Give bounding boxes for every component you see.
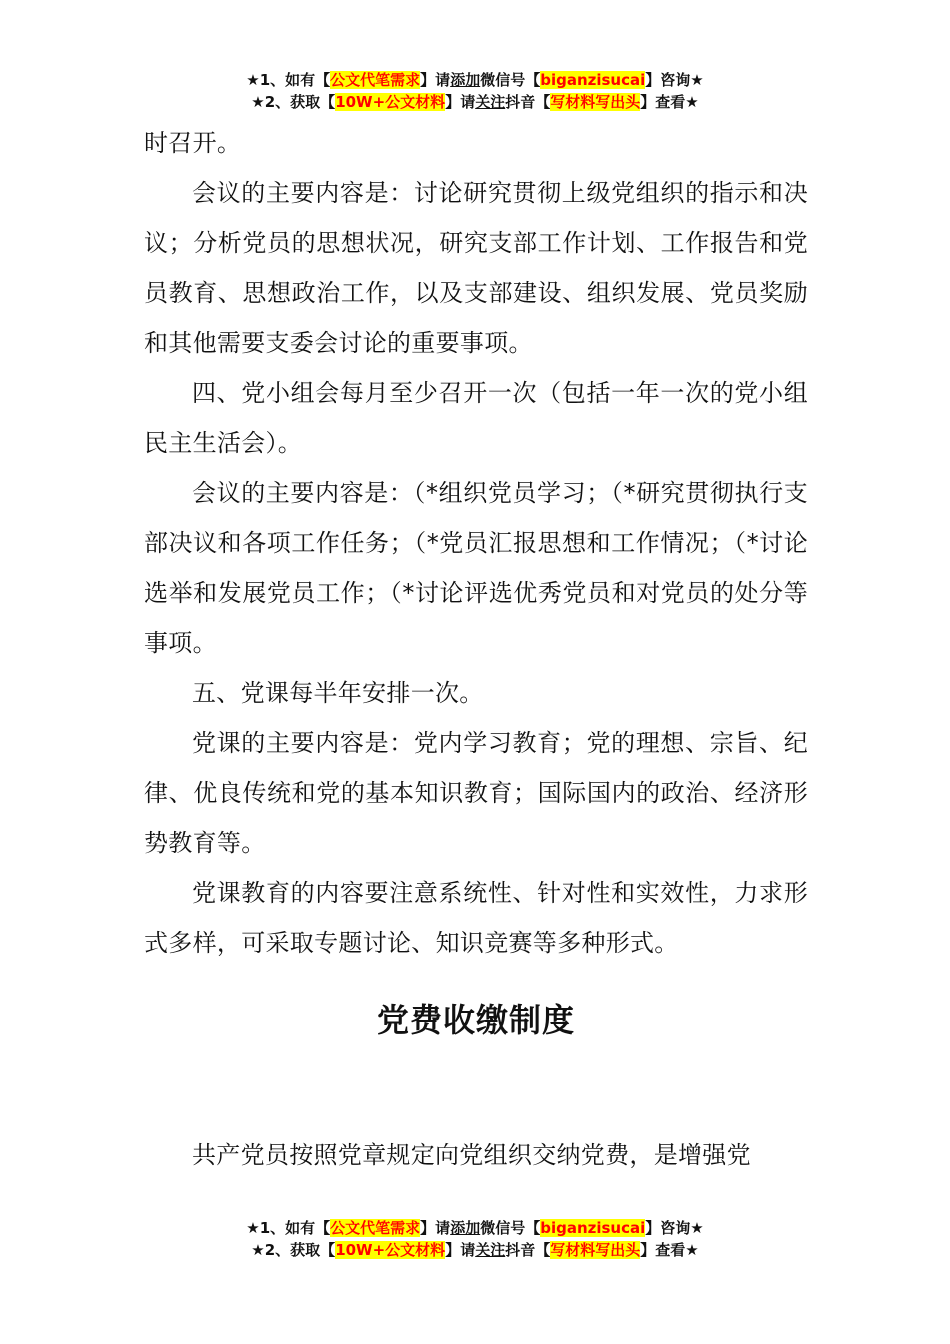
promo-underline: 添加: [450, 1219, 481, 1237]
promo-text: 】请: [420, 71, 451, 89]
promo-highlight: 写材料写出头: [550, 93, 641, 111]
body-paragraph: 会议的主要内容是：（*组织党员学习；（*研究贯彻执行支部决议和各项工作任务；（*党员汇报思想和工作情况；（*讨论选举和发展党员工作；（*讨论评选优秀党员和对党员的处分等事项。: [144, 479, 808, 657]
promo-highlight: 10W+公文材料: [335, 1241, 446, 1259]
body-paragraph: 党课的主要内容是：党内学习教育；党的理想、宗旨、纪律、优良传统和党的基本知识教育；国际国内的政治、经济形势教育等。: [144, 729, 808, 857]
section-spacer: [144, 1050, 808, 1130]
body-paragraph: 会议的主要内容是：讨论研究贯彻上级党组织的指示和决议；分析党员的思想状况，研究支部工作计划、工作报告和党员教育、思想政治工作，以及支部建设、组织发展、党员奖励和其他需要支委会讨论的重要事项。: [144, 179, 808, 357]
document-body: [144, 118, 808, 1180]
promo-highlight: 公文代笔需求: [330, 71, 421, 89]
promo-underline: 关注: [475, 1241, 506, 1259]
promo-text: 】查看★: [640, 1241, 699, 1259]
promo-text: ★1、如有【: [246, 71, 331, 89]
promo-line-1: [0, 69, 950, 91]
promo-line-1: [0, 1217, 950, 1239]
promo-text: 】咨询★: [645, 71, 704, 89]
promo-text: ★2、获取【: [251, 93, 336, 111]
section-heading: 党费收缴制度: [376, 1001, 575, 1039]
promo-line-2: [0, 1239, 950, 1261]
body-paragraph: 党课教育的内容要注意系统性、针对性和实效性，力求形式多样，可采取专题讨论、知识竞赛等多种形式。: [144, 879, 808, 957]
promo-highlight: 写材料写出头: [550, 1241, 641, 1259]
promo-highlight: 10W+公文材料: [335, 93, 446, 111]
promo-underline: 添加: [450, 71, 481, 89]
promo-text: 抖音【: [505, 1241, 551, 1259]
promo-text: 抖音【: [505, 93, 551, 111]
body-paragraph: 四、党小组会每月至少召开一次（包括一年一次的党小组民主生活会）。: [144, 379, 808, 457]
promo-banner-bottom: [0, 1217, 950, 1261]
promo-highlight: biganzisucai: [540, 71, 646, 89]
promo-text: 】请: [420, 1219, 451, 1237]
body-paragraph: 五、党课每半年安排一次。: [192, 679, 484, 707]
promo-text: ★1、如有【: [246, 1219, 331, 1237]
promo-text: 】请: [445, 1241, 476, 1259]
promo-text: 微信号【: [480, 71, 541, 89]
promo-text: 】查看★: [640, 93, 699, 111]
promo-text: ★2、获取【: [251, 1241, 336, 1259]
body-paragraph: 时召开。: [144, 129, 242, 157]
promo-text: 微信号【: [480, 1219, 541, 1237]
promo-underline: 关注: [475, 93, 506, 111]
promo-highlight: 公文代笔需求: [330, 1219, 421, 1237]
promo-banner-top: [0, 69, 950, 113]
body-paragraph: 共产党员按照党章规定向党组织交纳党费，是增强党: [192, 1141, 751, 1169]
promo-text: 】请: [445, 93, 476, 111]
promo-text: 】咨询★: [645, 1219, 704, 1237]
promo-line-2: [0, 91, 950, 113]
promo-highlight: biganzisucai: [540, 1219, 646, 1237]
